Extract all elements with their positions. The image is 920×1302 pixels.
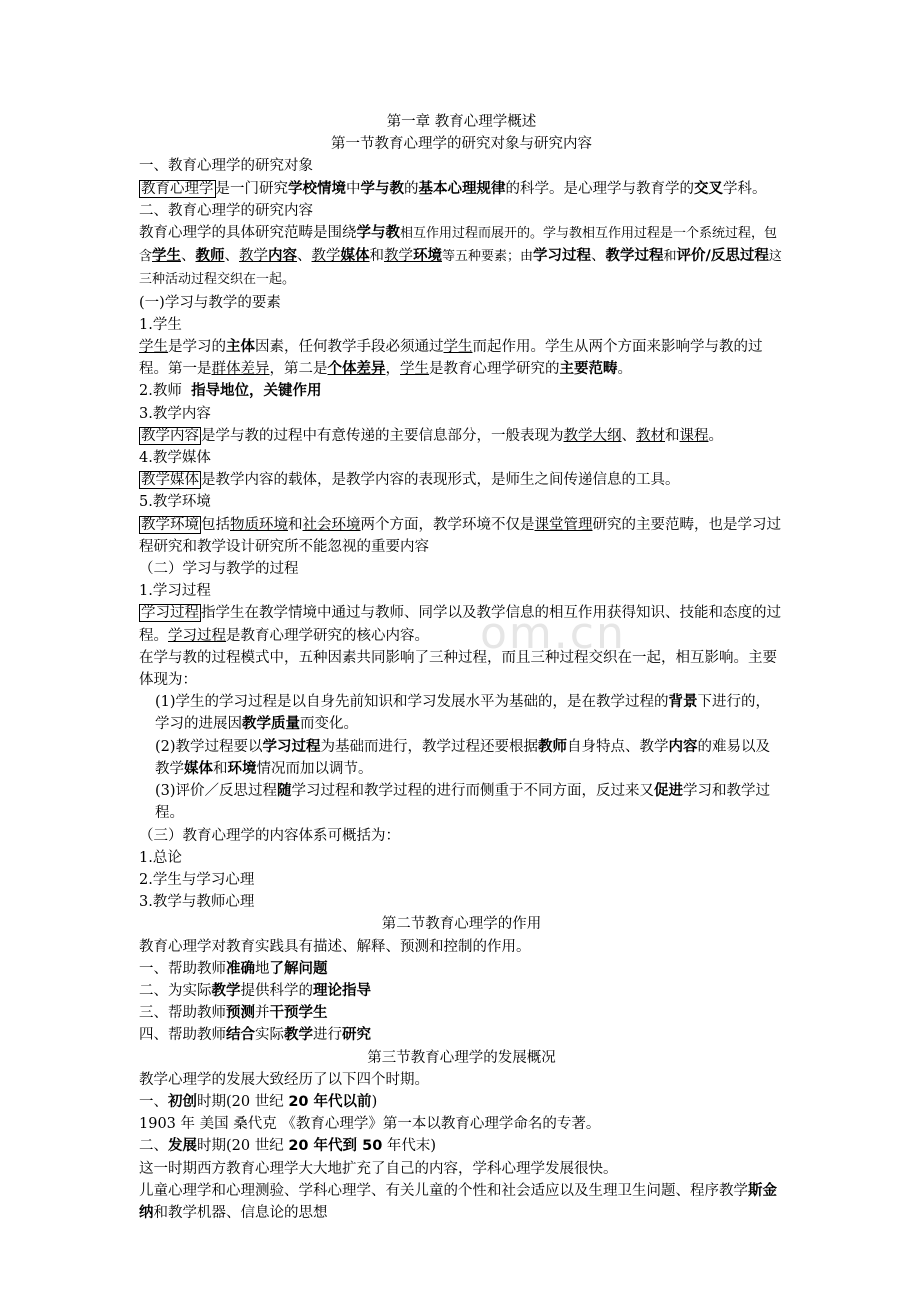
underlined-term: 学生	[139, 339, 168, 356]
section-3-title: 第三节教育心理学的发展概况	[367, 1049, 556, 1066]
bold-term: 学习过程	[533, 248, 592, 265]
text-run: 二、	[139, 1138, 168, 1155]
text-run: 时期(20 世纪	[197, 1093, 289, 1110]
text-run: 的难易以及教学	[155, 738, 771, 777]
text-run: 和教学机器、信息论的思想	[153, 1204, 328, 1221]
period-2-topics	[139, 1180, 784, 1224]
text-run: 提供科学的	[240, 982, 313, 999]
text-run: 而起作用。学生从两个方面来影响学与教的过程。第一是	[139, 339, 763, 378]
text-run: 一、帮助教师	[139, 960, 226, 977]
text-run: 儿童心理学和心理测验、学科心理学、有关儿童的个性和社会适应以及生理卫生问题、程序教学	[139, 1182, 748, 1199]
text-run: 和	[665, 427, 680, 444]
system-item: 2.学生与学习心理	[139, 871, 255, 888]
bold-term: 了解问题	[269, 960, 328, 977]
text-run: 而变化。	[300, 716, 358, 733]
text-run: 、	[297, 248, 312, 265]
bold-term: 学与教	[360, 180, 404, 197]
bold-term: 学习过程	[262, 738, 321, 755]
term-box: 教学环境	[141, 516, 199, 533]
text-run: 四、帮助教师	[139, 1027, 226, 1044]
subheading-content-system: （三）教育心理学的内容体系可概括为：	[139, 827, 400, 844]
bold-term: 媒体	[340, 248, 370, 265]
watermark: om.cn	[480, 608, 626, 659]
document-body	[139, 111, 784, 1224]
roles-intro: 教育心理学对教育实践具有描述、解释、预测和控制的作用。	[139, 938, 531, 955]
heading-research-content: 二、教育心理学的研究内容	[139, 202, 313, 219]
element-environment-paragraph	[139, 514, 784, 558]
bold-term: 内容	[668, 738, 698, 755]
text-run: 是学习的	[168, 339, 226, 356]
bold-term: 结合	[226, 1027, 255, 1044]
underlined-term: 教学大纲	[563, 427, 622, 444]
underlined-term: 学习过程	[168, 627, 226, 644]
bold-term: 发展	[168, 1138, 197, 1155]
system-item: 3.教学与教师心理	[139, 894, 255, 911]
text-run: 和	[288, 516, 303, 533]
text-run: 、	[181, 248, 196, 265]
bold-term: 20 年代到 50	[288, 1138, 383, 1155]
bold-term: 干预学生	[269, 1005, 328, 1022]
period-1-detail: 1903 年 美国 桑代克 《教育心理学》第一本以教育心理学命名的专著。	[139, 1116, 601, 1133]
text-run: 、	[621, 427, 636, 444]
term-box: 教学媒体	[141, 472, 199, 489]
role-item-3	[139, 1002, 784, 1024]
bold-term: 教学过程	[605, 248, 664, 265]
bold-term: 随	[277, 783, 292, 800]
text-run: 中	[346, 180, 361, 197]
bold-term: 媒体	[184, 760, 213, 777]
element-student-paragraph	[139, 336, 784, 380]
underlined-term: 社会环境	[302, 516, 361, 533]
bold-term: 交叉	[694, 180, 723, 197]
definition-paragraph	[139, 178, 784, 200]
element-teacher-line	[139, 380, 784, 402]
process-point-3	[139, 780, 784, 824]
text-run: ，	[385, 361, 400, 378]
text-run: 和	[213, 760, 228, 777]
bold-term: 斯金纳	[139, 1182, 777, 1221]
bold-term: 理论指导	[313, 982, 371, 999]
text-run: 地	[255, 960, 270, 977]
text-run: 是教学内容的载体，是教学内容的表现形式，是师生之间传递信息的工具。	[201, 472, 680, 489]
process-model-paragraph: 在学与教的过程模式中，五种因素共同影响了三种过程，而且三种过程交织在一起，相互影响。主要体现为：	[139, 649, 777, 689]
bold-term: 学校情境	[288, 180, 346, 197]
element-teacher-title: 2.教师	[139, 383, 182, 400]
text-run: 是教育心理学研究的核心内容。	[226, 627, 429, 644]
term-box: 学习过程	[141, 605, 199, 622]
process-point-1	[139, 691, 784, 735]
text-run: 和	[369, 248, 385, 265]
text-run: 进行	[313, 1027, 342, 1044]
bold-term: 初创	[168, 1093, 197, 1110]
element-environment-title: 5.教学环境	[139, 494, 211, 511]
element-media-title: 4.教学媒体	[139, 450, 211, 467]
text-run: (1)学生的学习过程是以自身先前知识和学习发展水平为基础的，是在教学过程的	[155, 694, 669, 711]
text-run: 二、为实际	[139, 982, 212, 999]
underlined-term: 学生	[443, 339, 473, 356]
text-run: 实际	[255, 1027, 284, 1044]
bold-term: 20 年代以前	[288, 1093, 372, 1110]
bold-term: 主体	[226, 339, 255, 356]
section-1-title: 第一节教育心理学的研究对象与研究内容	[331, 136, 592, 153]
text-run: 、	[224, 248, 240, 265]
element-content-paragraph	[139, 425, 784, 447]
text-run: 和	[663, 249, 677, 265]
role-item-4	[139, 1024, 784, 1046]
bold-term: 学生	[152, 248, 182, 265]
bold-term: 预测	[226, 1005, 255, 1022]
underlined-term: 群体差异	[211, 361, 270, 378]
text-run: 并	[255, 1005, 270, 1022]
text-run: 教育心理学的具体研究范畴是围绕	[139, 225, 357, 242]
development-intro: 教学心理学的发展大致经历了以下四个时期。	[139, 1071, 429, 1088]
bold-term: 教学	[284, 1027, 313, 1044]
scope-paragraph	[139, 222, 784, 292]
text-run: 研究的主要范畴，也是学习过程研究和教学设计研究所不能忽视的重要内容	[139, 516, 781, 555]
system-item: 1.总论	[139, 849, 182, 866]
period-2-heading	[139, 1135, 784, 1157]
bold-term: 研究	[342, 1027, 371, 1044]
bold-term: 评价/反思过程	[676, 248, 769, 265]
text-run: 学科。	[723, 180, 767, 197]
text-run: 年代末)	[382, 1138, 437, 1155]
text-run: 这三种活动过程交织在一起。	[139, 249, 782, 288]
underlined-term: 教学	[384, 248, 414, 265]
text-run: 三、帮助教师	[139, 1005, 226, 1022]
bold-term: 教师	[195, 248, 225, 265]
text-run: 是学与教的过程中有意传递的主要信息部分，一般表现为	[201, 427, 564, 444]
bold-term: 环境	[227, 760, 257, 777]
role-item-1	[139, 958, 784, 980]
term-box: 教学内容	[141, 427, 199, 444]
element-content-title: 3.教学内容	[139, 405, 211, 422]
process-learning-title: 1.学习过程	[139, 583, 211, 600]
subheading-elements: (一)学习与教学的要素	[139, 294, 281, 311]
text-run: 的科学。是心理学与教育学的	[505, 180, 694, 197]
text-run: 学习过程和教学过程的进行而侧重于不同方面，反过来又	[291, 783, 655, 800]
subheading-processes: （二）学习与教学的过程	[139, 561, 299, 578]
bold-term: 教学质量	[242, 716, 300, 733]
element-media-paragraph	[139, 469, 784, 491]
underlined-term: 物质环境	[230, 516, 288, 533]
bold-term: 促进	[654, 783, 684, 800]
text-run: ，第二是	[269, 361, 328, 378]
term-box: 教育心理学	[141, 180, 214, 197]
bold-term: 学与教	[356, 225, 400, 242]
role-item-2	[139, 980, 784, 1002]
bold-term: 个体差异	[327, 361, 386, 378]
bold-term: 教学	[211, 982, 241, 999]
text-run: 相互作用过程而展开的。学与教相互作用过程是一个系统过程，包含	[139, 226, 778, 265]
bold-term: 基本心理规律	[418, 180, 506, 197]
text-run: 为基础而进行，教学过程还要根据	[320, 738, 539, 755]
text-run: 。	[708, 427, 723, 444]
text-run: (2)教学过程要以	[155, 738, 263, 755]
text-run: 包括	[201, 516, 230, 533]
element-student-title: 1.学生	[139, 316, 182, 333]
underlined-term: 课程	[679, 427, 709, 444]
underlined-term: 学生	[400, 361, 429, 378]
period-2-detail: 这一时期西方教育心理学大大地扩充了自己的内容，学科心理学发展很快。	[139, 1160, 618, 1177]
process-point-2	[139, 736, 784, 780]
chapter-title: 第一章 教育心理学概述	[386, 114, 537, 130]
text-run: 一、	[139, 1093, 168, 1110]
underlined-term: 教学	[239, 248, 269, 265]
text-run: 等五种要素；由	[442, 249, 534, 265]
underlined-term: 教学	[311, 248, 341, 265]
bold-term: 背景	[668, 694, 698, 711]
bold-term: 环境	[413, 248, 443, 265]
text-run: (3)评价／反思过程	[155, 783, 278, 800]
text-run: 是一门研究	[215, 180, 288, 197]
bold-term: 内容	[268, 248, 298, 265]
section-2-title: 第二节教育心理学的作用	[381, 916, 542, 933]
bold-term: 教师	[538, 738, 568, 755]
text-run: 、	[591, 248, 606, 265]
bold-term: 准确	[226, 960, 255, 977]
underlined-term: 课堂管理	[534, 516, 593, 533]
process-learning-paragraph	[139, 602, 784, 646]
text-run: 学习和教学过程。	[155, 783, 771, 822]
underlined-term: 教材	[636, 427, 665, 444]
text-run: )	[371, 1093, 378, 1110]
text-run: 的	[404, 180, 419, 197]
period-1-heading	[139, 1091, 784, 1113]
text-run: 指学生在教学情境中通过与教师、同学以及教学信息的相互作用获得知识、技能和态度的过程。	[139, 605, 781, 644]
text-run: 是教育心理学研究的	[429, 361, 560, 378]
text-run: 因素，任何教学手段必须通过	[255, 339, 444, 356]
text-run: 情况而加以调节。	[256, 760, 373, 777]
text-run: 自身特点、教学	[567, 738, 669, 755]
text-run: 时期(20 世纪	[197, 1138, 289, 1155]
bold-term: 指导地位，关键作用	[191, 383, 322, 400]
text-run: 下进行的，学习的进展因	[155, 694, 771, 733]
text-run: 两个方面，教学环境不仅是	[360, 516, 535, 533]
heading-research-object: 一、教育心理学的研究对象	[139, 158, 313, 175]
text-run: 。	[617, 361, 632, 378]
bold-term: 主要范畴	[559, 361, 618, 378]
